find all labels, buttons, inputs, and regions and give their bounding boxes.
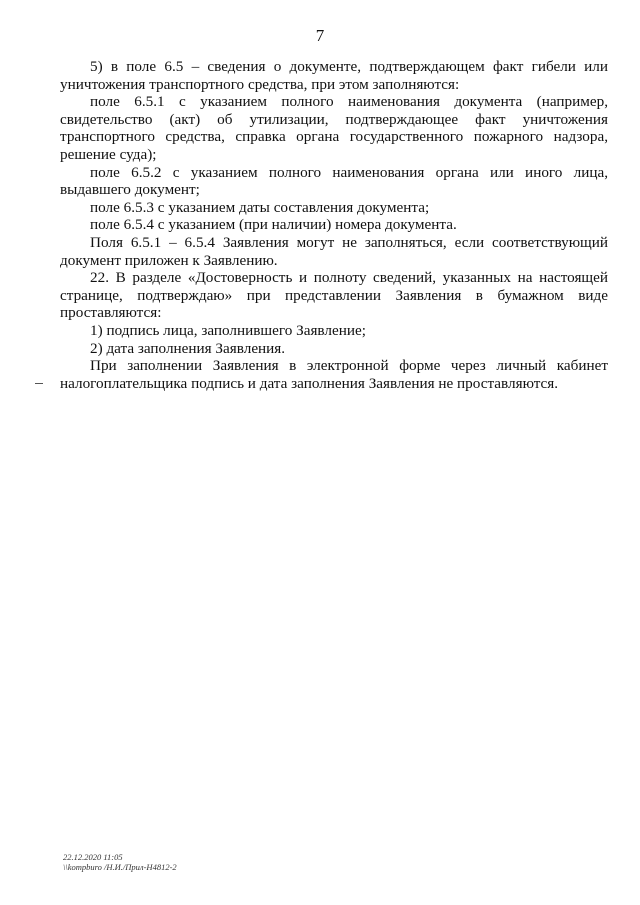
margin-mark	[35, 383, 43, 384]
paragraph-field-6-5-3: поле 6.5.3 с указанием даты составления документа;	[90, 198, 430, 216]
footer-path: \\kompburo /Н.И./Прил-Н4812-2	[63, 862, 177, 872]
paragraph-field-6-5-2: поле 6.5.2 с указанием полного наименования органа или иного лица, выдавшего документ;	[60, 163, 608, 199]
footer-date: 22.12.2020 11:05	[63, 852, 123, 862]
document-body	[60, 58, 608, 392]
paragraph-fields-note: Поля 6.5.1 – 6.5.4 Заявления могут не заполняться, если соответствующий документ приложен к Заявлению.	[60, 233, 608, 269]
paragraph-date: 2) дата заполнения Заявления.	[90, 339, 286, 357]
paragraph-field-6-5-1: поле 6.5.1 с указанием полного наименования документа (например, свидетельство (акт) об утилизации, подтверждающее факт уничтожения транспортного средства, справка органа государственного пожарного надзора, решение суда);	[60, 93, 608, 163]
paragraph-signature: 1) подпись лица, заполнившего Заявление;	[90, 321, 366, 339]
paragraph-item-5: 5) в поле 6.5 – сведения о документе, подтверждающем факт гибели или уничтожения транспортного средства, при этом заполняются:	[60, 58, 608, 93]
page-number: 7	[315, 26, 325, 45]
footer	[63, 852, 177, 872]
paragraph-field-6-5-4: поле 6.5.4 с указанием (при наличии) номера документа.	[90, 216, 457, 234]
paragraph-section-22: 22. В разделе «Достоверность и полноту сведений, указанных на настоящей странице, подтверждаю» при представлении Заявления в бумажном виде проставляются:	[60, 269, 608, 322]
paragraph-electronic-form: При заполнении Заявления в электронной форме через личный кабинет налогоплательщика подпись и дата заполнения Заявления не проставляются.	[60, 357, 608, 392]
